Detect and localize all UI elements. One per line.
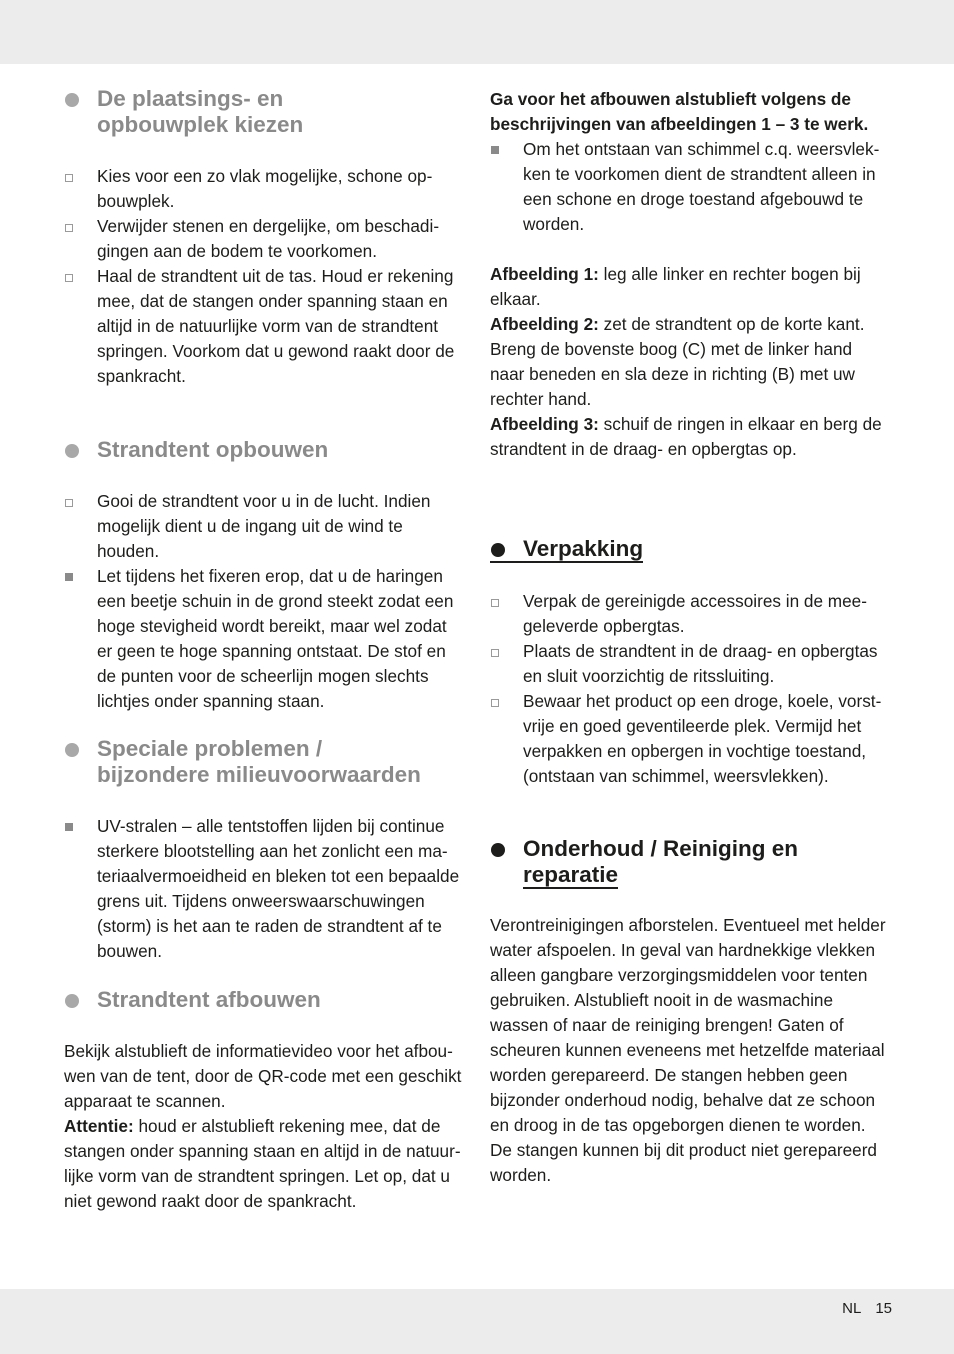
heading-bullet-icon: [65, 444, 79, 458]
heading-line-1: Speciale problemen /: [97, 736, 323, 761]
heading-bullet-icon: [65, 743, 79, 757]
heading-bullet-icon: [65, 93, 79, 107]
section-takedown: [64, 987, 464, 1214]
heading-line-1: Onderhoud / Reiniging en: [523, 836, 798, 861]
list-item: Verpak de gereinigde accessoires in de meegeleverde opbergtas.: [490, 589, 890, 639]
list-item: Plaats de strandtent in de draag- en opbergtas en sluit voorzichtig de ritssluiting.: [490, 639, 890, 689]
figure-2-text: Afbeelding 2: zet de strandtent op de korte kant. Breng de bovenste boog (C) met de linker hand naar beneden en sla deze in richting (B) met uw rechter hand.: [490, 314, 865, 409]
list-item: Haal de strandtent uit de tas. Houd er rekening mee, dat de stangen onder spanning staan en altijd in de natuurlijke vorm van de strandtent springen. Voorkom dat u gewond raakt door de spankracht.: [64, 264, 464, 389]
section-body: Verontreinigingen afborstelen. Eventueel met helder water afspoelen. In geval van hardnekkige vlekken alleen gangbare verzorgingsmiddelen voor tenten gebruiken. Alstublieft nooit in de wasmachine wassen of naar de reiniging brengen! Gaten of scheuren kunnen eveneens met hetzelfde materiaal worden gerepareerd. De stangen hebben geen bijzonder onderhoud nodig, behalve dat ze schoon en droog in de tas opgeborgen dienen te worden. De stangen kunnen bij dit product niet gerepareerd worden.: [490, 915, 886, 1185]
list-item: Om het ontstaan van schimmel c.q. weersvlekken te voorkomen dient de strandtent alleen in een schone en droge toestand afgebouwd te worden.: [490, 137, 890, 237]
list: [490, 589, 890, 789]
section-heading: [64, 86, 464, 137]
intro-bold: Ga voor het afbouwen alstublieft volgens de beschrijvingen van afbeeldingen 1 – 3 te werk.: [490, 89, 869, 134]
section-heading: [64, 736, 464, 787]
heading-bullet-icon: [491, 843, 505, 857]
heading-line-2: opbouwplek kiezen: [97, 111, 304, 137]
square-bullet-icon: [65, 823, 73, 831]
list-item: Let tijdens het fixeren erop, dat u de haringen een beetje schuin in de grond steekt zodat een hoge stevigheid wordt bereikt, maar wel zodat er geen te hoge spanning ontstaat. De stof en de punten voor de scheerlijn mogen slechts lichtjes onder spanning staan.: [64, 564, 464, 714]
square-bullet-icon: [65, 224, 73, 232]
heading-line-1: De plaatsings- en: [97, 86, 284, 111]
section-placement: [64, 86, 464, 389]
list: [64, 814, 464, 964]
intro-paragraph: Bekijk alstublieft de informatievideo voor het afbouwen van de tent, door de QR-code met een geschikt apparaat te scannen.: [64, 1040, 462, 1111]
figure-1-text: Afbeelding 1: leg alle linker en rechter bogen bij elkaar.: [490, 264, 861, 309]
square-bullet-icon: [65, 573, 73, 581]
page-number: 15: [875, 1300, 892, 1317]
attention-paragraph: Attentie: houd er alstublieft rekening mee, dat de stangen onder spanning staan en altijd in de natuurlijke vorm van de strandtent springen. Let op, dat u niet gewond raakt door de spankracht.: [64, 1115, 461, 1211]
list: [490, 137, 890, 237]
heading-line-2: bijzondere milieuvoorwaarden: [97, 761, 421, 787]
heading-line-2: reparatie: [523, 861, 619, 887]
section-special-problems: [64, 736, 464, 964]
page-footer: [842, 1300, 892, 1317]
square-bullet-icon: [65, 174, 73, 182]
section-heading: [64, 437, 464, 463]
heading-text: Strandtent opbouwen: [97, 437, 329, 462]
section-heading: [490, 536, 890, 562]
section-body: [64, 1039, 464, 1214]
section-maintenance: [490, 836, 890, 1188]
square-bullet-icon: [491, 649, 499, 657]
list-item: Bewaar het product op een droge, koele, vorstvrije en goed geventileerde plek. Vermijd het verpakken en opbergen in vochtige toestand, (ontstaan van schimmel, weersvlekken).: [490, 689, 890, 789]
square-bullet-icon: [65, 274, 73, 282]
list-item: UV-stralen – alle tentstoffen lijden bij continue sterkere blootstelling aan het zonlicht een materiaalvermoeidheid en bleken tot een bepaalde grens uit. Tijdens onweerswaarschuwingen (storm) is het aan te raden de strandtent af te bouwen.: [64, 814, 464, 964]
figure-3-text: Afbeelding 3: schuif de ringen in elkaar en berg de strandtent in de draag- en opbergtas op.: [490, 414, 882, 459]
heading-bullet-icon: [491, 543, 505, 557]
section-setup: [64, 437, 464, 714]
list-item: Gooi de strandtent voor u in de lucht. Indien mogelijk dient u de ingang uit de wind te houden.: [64, 489, 464, 564]
section-heading: [64, 987, 464, 1013]
list-item: Kies voor een zo vlak mogelijke, schone opbouwplek.: [64, 164, 464, 214]
square-bullet-icon: [491, 699, 499, 707]
heading-text: Strandtent afbouwen: [97, 987, 321, 1012]
takedown-instructions: [490, 87, 890, 462]
heading-text: Verpakking: [490, 536, 643, 563]
square-bullet-icon: [65, 499, 73, 507]
heading-bullet-icon: [65, 994, 79, 1008]
list: [64, 489, 464, 714]
square-bullet-icon: [491, 146, 499, 154]
section-heading: [490, 836, 890, 887]
attention-label: Attentie:: [64, 1115, 134, 1136]
top-band: [0, 0, 954, 64]
language-code: NL: [842, 1300, 862, 1317]
square-bullet-icon: [491, 599, 499, 607]
bottom-band: [0, 1289, 954, 1354]
list-item: Verwijder stenen en dergelijke, om beschadigingen aan de bodem te voorkomen.: [64, 214, 464, 264]
list: [64, 164, 464, 389]
section-packaging: [490, 536, 890, 789]
